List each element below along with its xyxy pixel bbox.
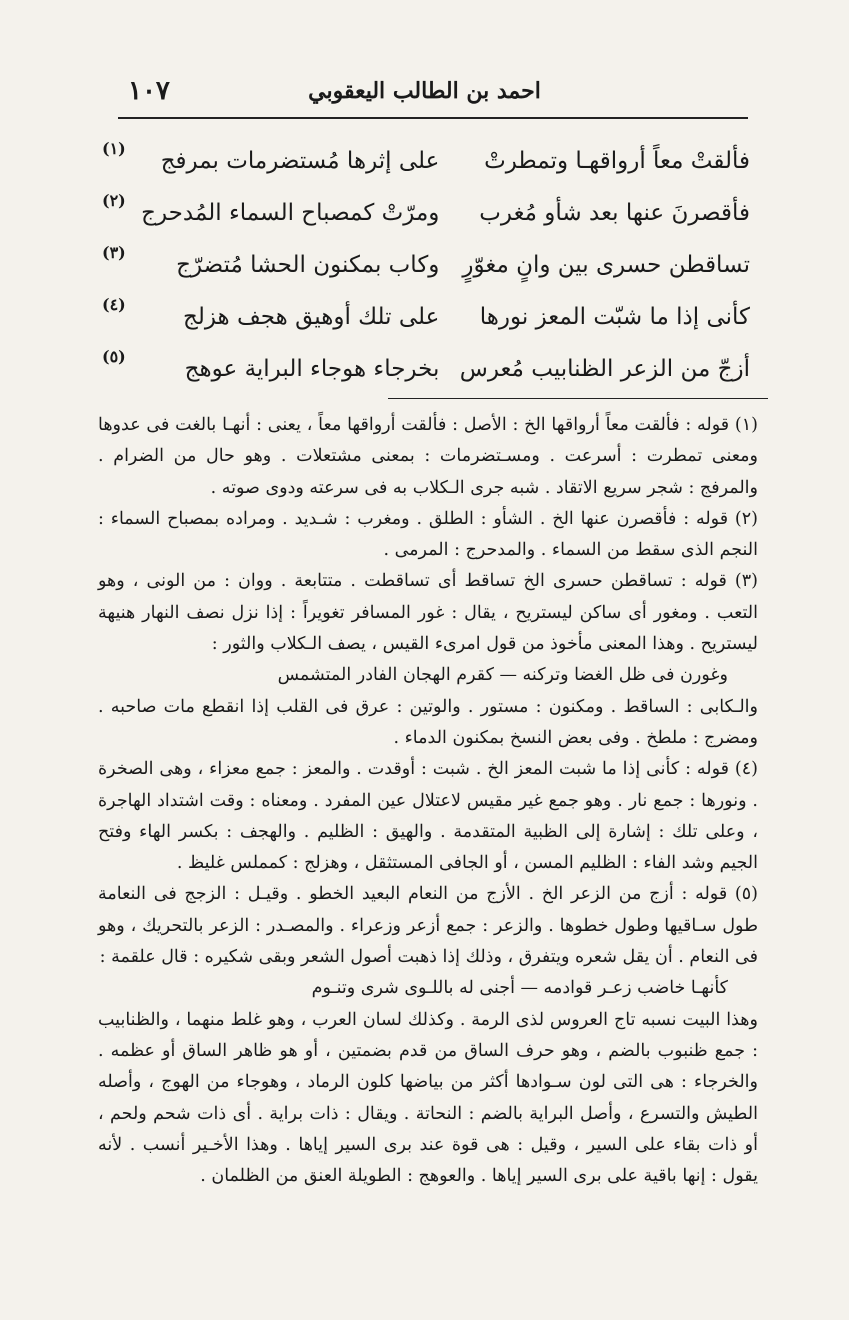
first-hemistich: فأقصرنَ عنها بعد شأو مُغرب <box>479 200 750 226</box>
quoted-verse: وغورن فى ظل الغضا وتركنه — كقرم الهجان الفادر المتشمس <box>277 665 728 686</box>
page-number: ١٠٧ <box>128 76 170 106</box>
footnote-marker: (١) <box>102 139 126 158</box>
verse-line <box>102 239 750 291</box>
verse-line <box>102 187 750 239</box>
first-hemistich: تساقطن حسرى بين وانٍ مغوّرٍ <box>462 252 750 278</box>
verse-line <box>102 343 750 395</box>
note-5-continued: وهذا البيت نسبه تاج العروس لذى الرمة . وكذلك لسان العرب ، وهو غلط منهما ، والظنابيب : جمع ظنبوب بالضم ، وهو حرف الساق من قدم بضمتين ، أو هو ظاهر الساق أو عظمه . والخرجاء : هى التى لون سـوادها أكثر من بياضها كلون الرماد ، وهوجاء من الهوج ، وأصله الطيش والتسرع ، وأصل البراية بالضم : النحاتة . ويقال : ذات براية . أى ذات شحم ولحم ، أو ذات بقاء على السير ، وقيل : هى قوة عند برى السير إياها . وهذا الأخـير أنسب . لأنه يقول : إنها باقية على برى السير إياها . والعوهج : الطويلة العنق من الظلمان . <box>98 1009 758 1187</box>
first-hemistich: كأنى إذا ما شبّت المعز نورها <box>479 304 750 330</box>
commentary-notes <box>98 410 758 1192</box>
verse-line <box>102 135 750 187</box>
note-2: (٢) قوله : فأقصرن عنها الخ . الشأو : الطلق . ومغرب : شـديد . ومراده بمصباح السماء : النجم الذى سقط من السماء . والمدحرج : المرمى . <box>98 508 758 561</box>
second-hemistich: على تلك أوهيق هجف هزلج <box>183 304 440 330</box>
footnote-marker: (٥) <box>102 347 126 366</box>
second-hemistich: على إثرها مُستضرمات بمرفج <box>160 148 440 174</box>
footnote-marker: (٤) <box>102 295 126 314</box>
note-5: (٥) قوله : أزج من الزعر الخ . الأزج من النعام البعيد الخطو . وقيـل : الزجج فى النعامة طول سـاقيها وطول خطوها . والزعر : جمع أزعر وزعراء . والمصـدر : الزعر بالتحريك ، وهو فى النعام . أن يقل شعره ويتفرق ، وذلك إذا ذهبت أصول الشعر وبقى شكيره : قال علقمة : <box>98 884 758 968</box>
poem-block <box>102 135 750 395</box>
footnote-rule <box>388 398 768 399</box>
running-head: احمد بن الطالب اليعقوبي <box>308 78 541 104</box>
footnote-marker: (٢) <box>102 191 126 210</box>
quoted-verse: كأنهـا خاضب زعـر قوادمه — أجنى له باللـوى شرى وتنـوم <box>311 978 728 999</box>
verse-line <box>102 291 750 343</box>
note-3-continued: والـكابى : الساقط . ومكنون : مستور . والوتين : عرق فى القلب إذا انقطع مات صاحبه . ومضرج : ملطخ . وفى بعض النسخ بمكنون الدماء . <box>98 696 758 748</box>
second-hemistich: ومرّتْ كمصباح السماء المُدحرج <box>141 200 440 226</box>
first-hemistich: فألقتْ معاً أرواقهـا وتمطرتْ <box>484 148 750 174</box>
header-rule <box>118 117 748 119</box>
note-1: (١) قوله : فألقت معاً أرواقها الخ : الأصل : فألقت أرواقها معاً ، يعنى : أنهـا بالغت فى عدوها ومعنى تمطرت : أسرعت . ومسـتضرمات : بمعنى مشتعلات . وهو حال من الضرام . والمرفج : شجر سريع الاتقاد . شبه جرى الـكلاب به فى سرعته ودوى صوته . <box>98 415 758 498</box>
note-3: (٣) قوله : تساقطن حسرى الخ تساقط أى تساقطت . متتابعة . ووان : من الونى ، وهو التعب . ومغور أى ساكن ليستريح ، يقال : غور المسافر تغويراً : إذا نزل نصف النهار هنيهة ليستريح . وهذا المعنى مأخوذ من قول امرىء القيس ، يصف الـكلاب والثور : <box>98 571 758 655</box>
note-4: (٤) قوله : كأنى إذا ما شبت المعز الخ . شبت : أوقدت . والمعز : جمع معزاء ، وهى الصخرة . ونورها : جمع نار . وهو جمع غير مقيس لاعتلال عين المفرد . ومعناه : وقت اشتداد الهاجرة ، وعلى تلك : إشارة إلى الظبية المتقدمة . والهيق : الظليم . والهجف : بكسر الهاء وفتح الجيم وشد الفاء : الظليم المسن ، أو الجافى المستثقل ، وهزلج : كمملس غليظ . <box>98 759 758 874</box>
footnote-marker: (٣) <box>102 243 126 262</box>
second-hemistich: بخرجاء هوجاء البراية عوهج <box>184 356 440 382</box>
first-hemistich: أزجّ من الزعر الظنابيب مُعرس <box>459 356 750 382</box>
second-hemistich: وكاب بمكنون الحشا مُتضرّج <box>176 252 440 278</box>
